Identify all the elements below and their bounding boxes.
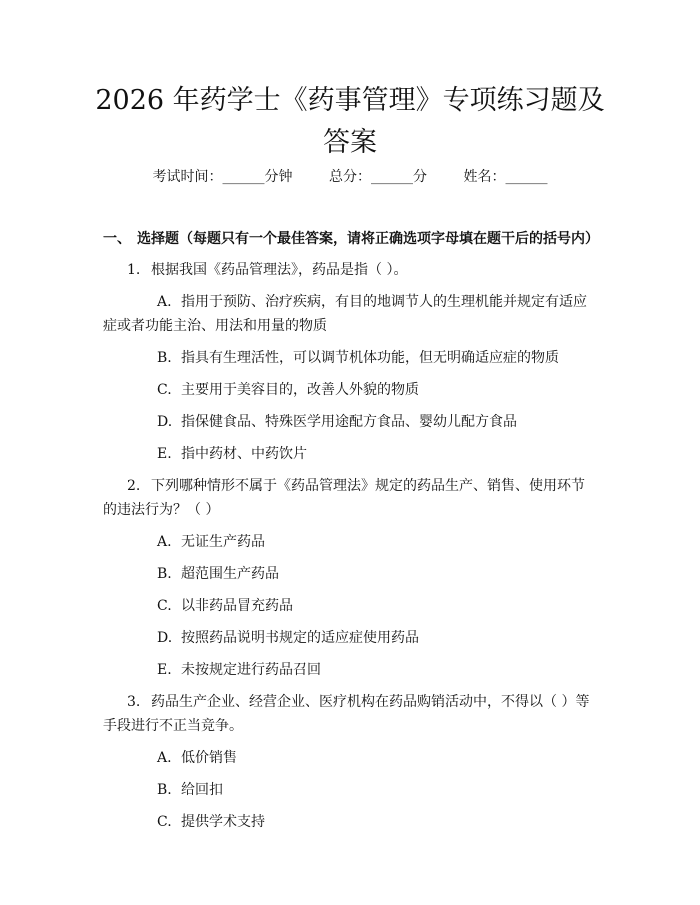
option-3-b <box>103 778 598 802</box>
question-number: 3. <box>127 694 141 710</box>
option-letter: B. <box>157 782 172 798</box>
option-text: 按照药品说明书规定的适应症使用药品 <box>181 630 419 646</box>
option-letter: C. <box>157 598 172 614</box>
option-1-e <box>103 442 598 466</box>
section-heading-text: 选择题（每题只有一个最佳答案，请将正确选项字母填在题干后的括号内） <box>137 231 599 247</box>
option-text: 以非药品冒充药品 <box>181 598 293 614</box>
option-2-a <box>103 530 598 554</box>
option-text: 指用于预防、治疗疾病，有目的地调节人的生理机能并规定有适应症或者功能主治、用法和用量的物质 <box>103 294 587 334</box>
option-text: 未按规定进行药品召回 <box>181 662 321 678</box>
option-text: 指中药材、中药饮片 <box>181 446 307 462</box>
name-field: 姓名：______ <box>463 169 548 185</box>
section-number: 一、 <box>103 231 131 247</box>
question-text: 根据我国《药品管理法》，药品是指（ ）。 <box>151 262 408 278</box>
option-text: 低价销售 <box>181 750 237 766</box>
option-2-d <box>103 626 598 650</box>
option-letter: E. <box>157 662 172 678</box>
option-letter: A. <box>157 294 172 310</box>
option-text: 超范围生产药品 <box>181 566 279 582</box>
option-letter: D. <box>157 630 173 646</box>
option-1-b <box>103 346 598 370</box>
option-text: 指保健食品、特殊医学用途配方食品、婴幼儿配方食品 <box>181 414 517 430</box>
question-text: 药品生产企业、经营企业、医疗机构在药品购销活动中，不得以（ ）等手段进行不正当竞争。 <box>103 694 590 734</box>
option-2-c <box>103 594 598 618</box>
option-letter: E. <box>157 446 172 462</box>
total-score-field: 总分：______分 <box>329 169 427 185</box>
option-letter: C. <box>157 814 172 830</box>
option-text: 无证生产药品 <box>181 534 265 550</box>
option-2-e <box>103 658 598 682</box>
document-title: 2026 年药学士《药事管理》专项练习题及答案 <box>95 85 605 158</box>
question-2 <box>103 474 598 522</box>
option-letter: A. <box>157 750 172 766</box>
option-letter: B. <box>157 350 172 366</box>
option-text: 主要用于美容目的，改善人外貌的物质 <box>181 382 419 398</box>
option-letter: A. <box>157 534 172 550</box>
option-text: 提供学术支持 <box>181 814 265 830</box>
option-1-d <box>103 410 598 434</box>
question-3 <box>103 690 598 738</box>
question-text: 下列哪种情形不属于《药品管理法》规定的药品生产、销售、使用环节的违法行为？（ ） <box>103 478 585 518</box>
option-text: 给回扣 <box>181 782 223 798</box>
option-letter: C. <box>157 382 172 398</box>
option-letter: B. <box>157 566 172 582</box>
option-1-a <box>103 290 598 338</box>
option-3-a <box>103 746 598 770</box>
option-1-c <box>103 378 598 402</box>
option-3-c <box>103 810 598 834</box>
question-number: 1. <box>127 262 141 278</box>
option-letter: D. <box>157 414 173 430</box>
exam-time-field: 考试时间：______分钟 <box>152 169 293 185</box>
section-heading <box>103 228 599 250</box>
question-list <box>103 258 598 842</box>
question-number: 2. <box>127 478 141 494</box>
option-2-b <box>103 562 598 586</box>
option-text: 指具有生理活性，可以调节机体功能，但无明确适应症的物质 <box>181 350 559 366</box>
question-1 <box>103 258 598 282</box>
exam-meta <box>0 166 700 188</box>
